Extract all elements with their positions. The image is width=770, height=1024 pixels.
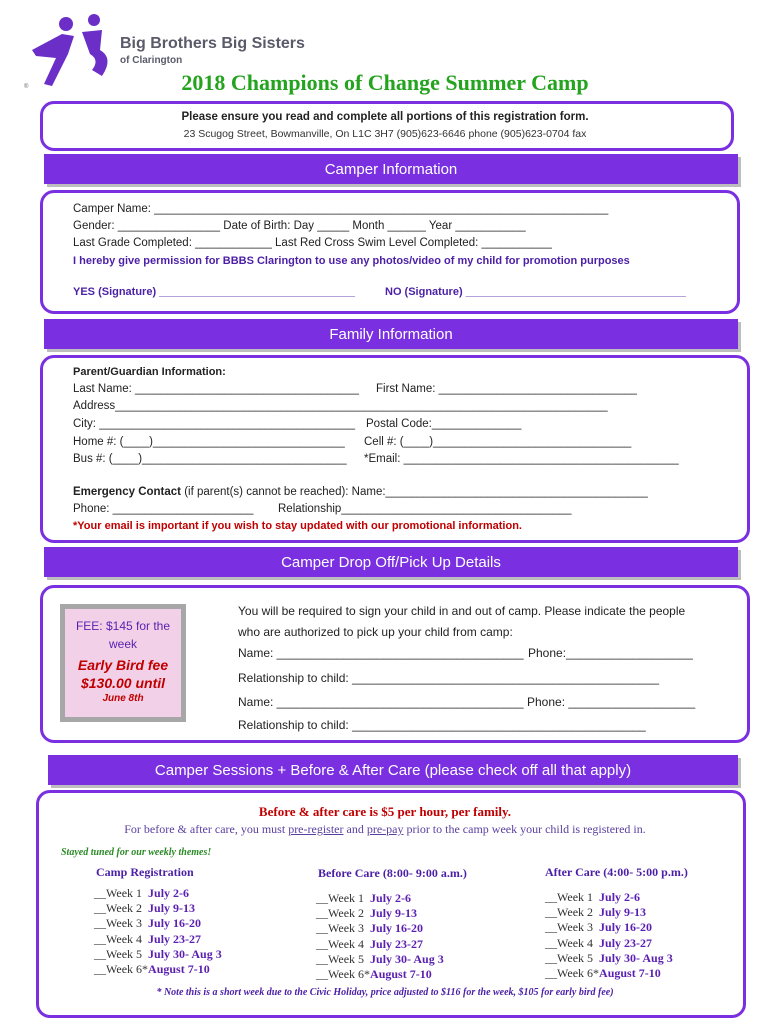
- week-label: __Week 5: [316, 951, 365, 966]
- after-care-week-5-checkbox[interactable]: [545, 951, 673, 966]
- email-field[interactable]: *Email: ___________________________________________: [364, 453, 679, 465]
- week-dates: July 2-6: [599, 890, 641, 904]
- yes-signature-field[interactable]: YES (Signature) ________________________________: [73, 286, 355, 298]
- camp-week-6-checkbox[interactable]: [94, 962, 210, 977]
- week-dates: August 7-10: [370, 967, 432, 981]
- themes-note: Stayed tuned for our weekly themes!: [61, 847, 212, 858]
- address-field[interactable]: Address_____________________________________________________________________________: [73, 400, 608, 412]
- week-label: __Week 5: [94, 946, 143, 961]
- week-dates: July 30- Aug 3: [370, 951, 444, 966]
- week-label: __Week 4: [94, 931, 143, 946]
- camp-week-1-checkbox[interactable]: [94, 886, 189, 901]
- care-note-b: prior to the camp week your child is registered in.: [403, 822, 646, 836]
- week-label: __Week 6*: [316, 967, 371, 981]
- emergency-contact-name: (if parent(s) cannot be reached): Name:_________________________________________: [181, 486, 648, 498]
- after-care-week-3-checkbox[interactable]: [545, 920, 652, 935]
- week-label: __Week 6*: [545, 966, 600, 980]
- camp-week-4-checkbox[interactable]: [94, 932, 201, 947]
- pickup-relationship-2-field[interactable]: Relationship to child: ____________________________________________: [238, 718, 646, 732]
- week-dates: July 9-13: [599, 905, 647, 920]
- week-dates: July 9-13: [370, 906, 418, 921]
- care-price: Before & after care is $5 per hour, per family.: [258, 804, 512, 819]
- gender-dob-field[interactable]: Gender: ________________ Date of Birth: Day _____ Month ______ Year ___________: [73, 220, 526, 232]
- week-label: __Week 3: [316, 921, 365, 936]
- before-care-week-1-checkbox[interactable]: [316, 891, 411, 906]
- fee-box: [60, 604, 186, 722]
- care-note: [0, 822, 770, 836]
- before-care-week-4-checkbox[interactable]: [316, 937, 423, 952]
- before-care-week-5-checkbox[interactable]: [316, 952, 444, 967]
- before-care-heading: Before Care (8:00- 9:00 a.m.): [318, 866, 467, 880]
- after-care-week-2-checkbox[interactable]: [545, 905, 646, 920]
- after-care-heading: After Care (4:00- 5:00 p.m.): [545, 865, 688, 879]
- page-title: 2018 Champions of Change Summer Camp: [181, 70, 589, 95]
- dropoff-instructions-2: who are authorized to pick up your child from camp:: [238, 625, 513, 639]
- dropoff-instructions-1: You will be required to sign your child in and out of camp. Please indicate the people: [238, 604, 686, 618]
- sessions-heading: Camper Sessions + Before & After Care (please check off all that apply): [48, 755, 738, 785]
- instructions: Please ensure you read and complete all portions of this registration form.: [181, 111, 589, 123]
- emergency-contact-field[interactable]: [73, 485, 648, 499]
- pickup-phone-1-field[interactable]: Phone:___________________: [528, 646, 693, 660]
- dropoff-heading: Camper Drop Off/Pick Up Details: [44, 547, 738, 577]
- week-dates: July 23-27: [599, 935, 653, 950]
- logo-subname: of Clarington: [120, 55, 183, 66]
- week-label: __Week 1: [316, 891, 365, 905]
- guardian-subheading: Parent/Guardian Information:: [73, 366, 226, 378]
- no-signature-field[interactable]: NO (Signature) ____________________________________: [385, 286, 686, 298]
- fee-line-2: week: [108, 637, 137, 651]
- week-label: __Week 4: [545, 935, 594, 950]
- pickup-name-1-field[interactable]: Name: _____________________________________: [238, 646, 524, 660]
- short-week-footnote: * Note this is a short week due to the Civic Holiday, price adjusted to $116 for the week, $105 for early bird fee): [156, 987, 614, 998]
- week-label: __Week 2: [94, 901, 143, 916]
- after-care-week-6-checkbox[interactable]: [545, 966, 661, 981]
- pickup-phone-2-field[interactable]: Phone: ___________________: [527, 695, 696, 709]
- care-note-prereg: pre-register: [288, 822, 344, 836]
- camp-week-5-checkbox[interactable]: [94, 947, 222, 962]
- week-dates: July 23-27: [370, 936, 424, 951]
- week-dates: July 2-6: [148, 886, 190, 900]
- week-label: __Week 3: [94, 916, 143, 931]
- after-care-week-1-checkbox[interactable]: [545, 890, 640, 905]
- email-note: *Your email is important if you wish to stay updated with our promotional information.: [73, 520, 522, 532]
- first-name-field[interactable]: First Name: _______________________________: [376, 383, 637, 395]
- svg-text:®: ®: [24, 84, 29, 90]
- emergency-relationship-field[interactable]: Relationship____________________________________: [278, 503, 572, 515]
- photo-permission: I hereby give permission for BBBS Clarington to use any photos/video of my child for promotion purposes: [73, 255, 630, 267]
- early-bird-line-1: Early Bird fee: [77, 657, 169, 673]
- week-dates: July 16-20: [370, 921, 424, 936]
- pickup-name-2-field[interactable]: Name: _____________________________________: [238, 695, 524, 709]
- after-care-week-4-checkbox[interactable]: [545, 936, 652, 951]
- camper-info-heading: Camper Information: [44, 154, 738, 184]
- week-dates: July 16-20: [599, 920, 653, 935]
- camp-week-2-checkbox[interactable]: [94, 901, 195, 916]
- before-care-week-6-checkbox[interactable]: [316, 967, 432, 982]
- last-name-field[interactable]: Last Name: ___________________________________: [73, 383, 359, 395]
- week-dates: July 30- Aug 3: [148, 946, 222, 961]
- header-box: [40, 101, 734, 151]
- early-bird-line-3: June 8th: [102, 693, 144, 704]
- before-care-week-2-checkbox[interactable]: [316, 906, 417, 921]
- care-note-prepay: pre-pay: [366, 822, 404, 836]
- camper-name-field[interactable]: Camper Name: _______________________________________________________________________: [73, 203, 609, 215]
- care-note-and: and: [343, 822, 367, 836]
- bus-phone-field[interactable]: Bus #: (____)________________________________: [73, 453, 347, 465]
- fee-line-1: FEE: $145 for the: [75, 619, 171, 633]
- emergency-contact-label: Emergency Contact: [73, 486, 182, 498]
- week-dates: July 16-20: [148, 916, 202, 931]
- grade-swim-field[interactable]: Last Grade Completed: ____________ Last Red Cross Swim Level Completed: ___________: [73, 237, 552, 249]
- week-dates: July 2-6: [370, 891, 412, 905]
- contact-line: 23 Scugog Street, Bowmanville, On L1C 3H7 (905)623-6646 phone (905)623-0704 fax: [183, 128, 587, 140]
- week-dates: July 9-13: [148, 901, 196, 916]
- week-label: __Week 6*: [94, 962, 149, 976]
- week-label: __Week 2: [316, 906, 365, 921]
- city-field[interactable]: City: ________________________________________: [73, 418, 356, 430]
- postal-code-field[interactable]: Postal Code:______________: [366, 418, 522, 430]
- week-dates: July 30- Aug 3: [599, 950, 673, 965]
- week-label: __Week 5: [545, 950, 594, 965]
- week-label: __Week 2: [545, 905, 594, 920]
- week-dates: August 7-10: [148, 962, 210, 976]
- cell-phone-field[interactable]: Cell #: (____)_______________________________: [364, 436, 632, 448]
- family-info-heading: Family Information: [44, 319, 738, 349]
- home-phone-field[interactable]: Home #: (____)______________________________: [73, 436, 345, 448]
- camp-week-3-checkbox[interactable]: [94, 916, 201, 931]
- week-label: __Week 1: [94, 886, 143, 900]
- before-care-week-3-checkbox[interactable]: [316, 921, 423, 936]
- logo-name: Big Brothers Big Sisters: [120, 35, 305, 52]
- camp-registration-heading: Camp Registration: [96, 865, 194, 879]
- care-note-a: For before & after care, you must: [124, 822, 289, 836]
- pickup-relationship-1-field[interactable]: Relationship to child: ______________________________________________: [238, 671, 660, 685]
- week-dates: July 23-27: [148, 931, 202, 946]
- early-bird-line-2: $130.00 until: [80, 675, 166, 691]
- week-dates: August 7-10: [599, 966, 661, 980]
- week-label: __Week 4: [316, 936, 365, 951]
- week-label: __Week 3: [545, 920, 594, 935]
- emergency-phone-field[interactable]: Phone: ______________________: [73, 503, 254, 515]
- week-label: __Week 1: [545, 890, 594, 904]
